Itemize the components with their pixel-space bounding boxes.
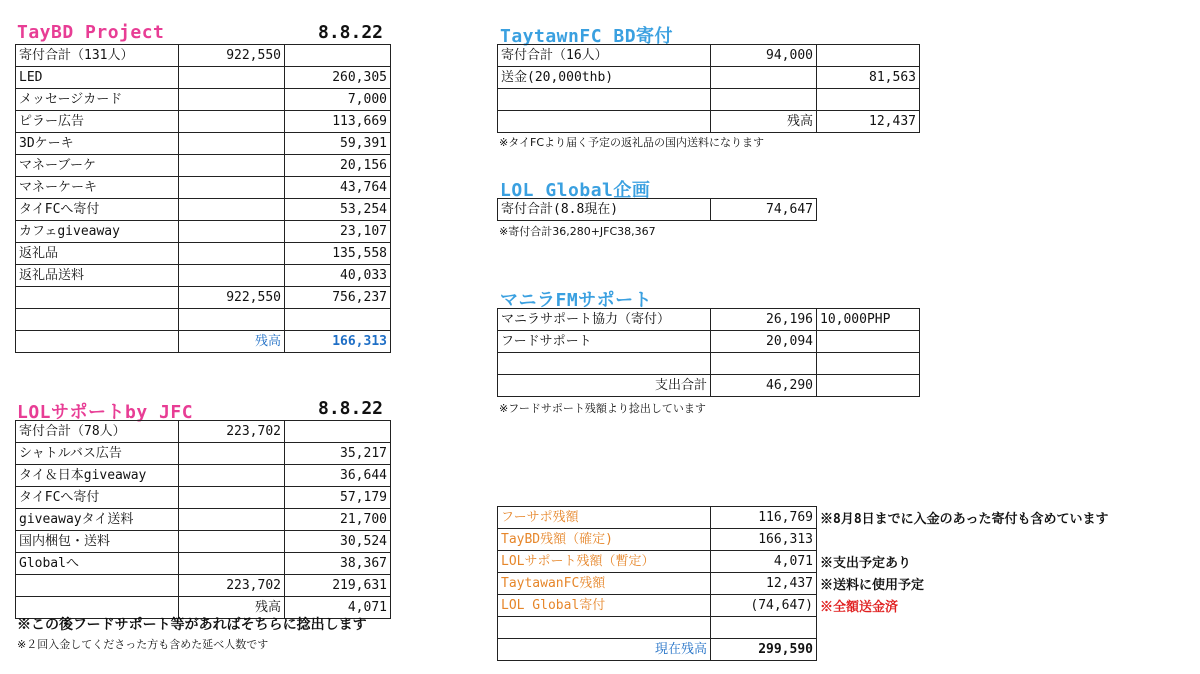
expense-cell: 23,107 <box>285 221 391 243</box>
row-label <box>16 287 179 309</box>
table-row <box>16 243 391 265</box>
summary-label: LOL Global寄付 <box>498 595 711 617</box>
summary-table <box>497 506 817 661</box>
summary-note: ※8月8日までに入金のあった寄付も含めています <box>820 512 1109 527</box>
expense-cell: 35,217 <box>285 443 391 465</box>
table-row <box>498 309 920 331</box>
summary-label: TaytawanFC残額 <box>498 573 711 595</box>
income-cell: 922,550 <box>179 287 285 309</box>
table-row <box>16 265 391 287</box>
table-row <box>498 331 920 353</box>
lol-date: 8.8.22 <box>318 398 384 419</box>
income-cell <box>179 265 285 287</box>
balance-label: 残高 <box>179 597 285 619</box>
income-cell <box>711 67 817 89</box>
taytawn-note: ※タイFCより届く予定の返礼品の国内送料になります <box>499 136 765 149</box>
table-row <box>498 617 817 639</box>
table-row <box>16 89 391 111</box>
extra-cell <box>817 353 920 375</box>
table-row <box>498 375 920 397</box>
row-label <box>16 309 179 331</box>
row-label: 返礼品 <box>16 243 179 265</box>
expense-cell: 38,367 <box>285 553 391 575</box>
summary-value: (74,647) <box>711 595 817 617</box>
expense-cell: 21,700 <box>285 509 391 531</box>
income-cell: 223,702 <box>179 575 285 597</box>
table-row <box>16 443 391 465</box>
table-row <box>16 133 391 155</box>
expense-cell: 57,179 <box>285 487 391 509</box>
row-label: 寄付合計（131人） <box>16 45 179 67</box>
row-label: メッセージカード <box>16 89 179 111</box>
table-row <box>16 331 391 353</box>
table-row <box>16 111 391 133</box>
value-cell: 20,094 <box>711 331 817 353</box>
row-label: 国内梱包・送料 <box>16 531 179 553</box>
total-label: 支出合計 <box>498 375 711 397</box>
table-row <box>16 221 391 243</box>
balance-value: 166,313 <box>285 331 391 353</box>
summary-label: フーサポ残額 <box>498 507 711 529</box>
row-label: マネーブーケ <box>16 155 179 177</box>
row-label: マニラサポート協力（寄付） <box>498 309 711 331</box>
summary-note: ※全額送金済 <box>820 600 899 615</box>
table-row <box>16 421 391 443</box>
table-row <box>16 487 391 509</box>
income-cell <box>179 309 285 331</box>
income-cell: 223,702 <box>179 421 285 443</box>
expense-cell: 219,631 <box>285 575 391 597</box>
value-cell <box>711 353 817 375</box>
income-cell: 94,000 <box>711 45 817 67</box>
income-cell <box>711 89 817 111</box>
manila-note: ※フードサポート残額より捻出しています <box>499 402 706 415</box>
expense-cell <box>285 421 391 443</box>
value-cell: 46,290 <box>711 375 817 397</box>
table-row <box>16 67 391 89</box>
income-cell <box>179 155 285 177</box>
taytawn-title: TaytawnFC BD寄付 <box>500 26 674 47</box>
income-cell <box>179 111 285 133</box>
expense-cell: 40,033 <box>285 265 391 287</box>
table-row <box>498 551 817 573</box>
table-row <box>16 465 391 487</box>
extra-cell <box>817 331 920 353</box>
row-label <box>16 331 179 353</box>
row-label: 寄付合計（16人） <box>498 45 711 67</box>
table-row <box>16 45 391 67</box>
row-label: giveawayタイ送料 <box>16 509 179 531</box>
table-row <box>16 155 391 177</box>
global-title: LOL Global企画 <box>500 180 651 201</box>
income-cell <box>179 531 285 553</box>
table-row <box>16 199 391 221</box>
expense-cell: 30,524 <box>285 531 391 553</box>
row-label: フードサポート <box>498 331 711 353</box>
table-row <box>16 509 391 531</box>
current-balance-value: 299,590 <box>711 639 817 661</box>
row-label: タイFCへ寄付 <box>16 487 179 509</box>
expense-cell: 43,764 <box>285 177 391 199</box>
income-cell <box>179 553 285 575</box>
row-label: ピラー広告 <box>16 111 179 133</box>
table-row <box>16 287 391 309</box>
summary-value: 116,769 <box>711 507 817 529</box>
expense-cell: 59,391 <box>285 133 391 155</box>
lol-title: LOLサポートby JFC <box>17 402 194 423</box>
table-row <box>498 529 817 551</box>
table-row <box>498 67 920 89</box>
summary-value: 4,071 <box>711 551 817 573</box>
table-row <box>498 353 920 375</box>
table-row <box>498 45 920 67</box>
extra-cell <box>817 375 920 397</box>
summary-value: 12,437 <box>711 573 817 595</box>
income-cell <box>179 509 285 531</box>
table-row <box>16 553 391 575</box>
row-label: カフェgiveaway <box>16 221 179 243</box>
taytawn-table <box>497 44 920 133</box>
total-row <box>498 639 817 661</box>
lol-note-small: ※２回入金してくださった方も含めた延べ人数です <box>17 638 269 651</box>
manila-table <box>497 308 920 397</box>
row-label <box>16 575 179 597</box>
summary-note: ※送料に使用予定 <box>820 578 925 593</box>
table-row <box>498 507 817 529</box>
income-cell: 922,550 <box>179 45 285 67</box>
global-row-value: 74,647 <box>711 199 817 221</box>
table-row <box>16 531 391 553</box>
current-balance-label: 現在残高 <box>498 639 711 661</box>
expense-cell: 36,644 <box>285 465 391 487</box>
row-label: マネーケーキ <box>16 177 179 199</box>
row-label: 寄付合計（78人） <box>16 421 179 443</box>
expense-cell: 260,305 <box>285 67 391 89</box>
income-cell <box>179 465 285 487</box>
balance-label: 残高 <box>179 331 285 353</box>
summary-label: LOLサポート残額（暫定） <box>498 551 711 573</box>
summary-value: 166,313 <box>711 529 817 551</box>
expense-cell: 135,558 <box>285 243 391 265</box>
summary-label: TayBD残額（確定) <box>498 529 711 551</box>
income-cell <box>179 199 285 221</box>
income-cell <box>179 221 285 243</box>
table-row <box>498 111 920 133</box>
summary-value <box>711 617 817 639</box>
row-label: Globalへ <box>16 553 179 575</box>
expense-cell: 81,563 <box>817 67 920 89</box>
manila-title: マニラFMサポート <box>500 290 653 311</box>
global-table <box>497 198 817 221</box>
taybd-date: 8.8.22 <box>318 22 384 43</box>
expense-cell <box>285 45 391 67</box>
row-label: タイFCへ寄付 <box>16 199 179 221</box>
expense-cell <box>285 309 391 331</box>
income-cell <box>179 487 285 509</box>
table-row <box>498 595 817 617</box>
income-cell <box>179 89 285 111</box>
expense-cell: 756,237 <box>285 287 391 309</box>
row-label: 3Dケーキ <box>16 133 179 155</box>
row-label: 送金(20,000thb) <box>498 67 711 89</box>
taybd-title: TayBD Project <box>17 22 165 43</box>
table-row <box>16 575 391 597</box>
table-row <box>16 177 391 199</box>
summary-note: ※支出予定あり <box>820 556 912 571</box>
expense-cell: 113,669 <box>285 111 391 133</box>
row-label: LED <box>16 67 179 89</box>
income-cell <box>179 67 285 89</box>
row-label: 返礼品送料 <box>16 265 179 287</box>
table-row <box>498 573 817 595</box>
expense-cell: 7,000 <box>285 89 391 111</box>
expense-cell: 53,254 <box>285 199 391 221</box>
row-label: タイ＆日本giveaway <box>16 465 179 487</box>
income-cell <box>179 177 285 199</box>
balance-label: 残高 <box>711 111 817 133</box>
table-row <box>16 309 391 331</box>
income-cell <box>179 133 285 155</box>
global-row-label: 寄付合計(8.8現在) <box>498 199 711 221</box>
row-label <box>498 111 711 133</box>
row-label <box>498 89 711 111</box>
global-note: ※寄付合計36,280+JFC38,367 <box>499 225 656 238</box>
balance-value: 12,437 <box>817 111 920 133</box>
expense-cell <box>817 45 920 67</box>
extra-cell: 10,000PHP <box>817 309 920 331</box>
lol-table <box>15 420 391 619</box>
row-label <box>498 353 711 375</box>
table-row <box>498 199 817 221</box>
table-row <box>498 89 920 111</box>
lol-note-big: ※この後フードサポート等があればそちらに捻出します <box>17 617 367 633</box>
expense-cell: 20,156 <box>285 155 391 177</box>
taybd-table <box>15 44 391 353</box>
row-label: シャトルバス広告 <box>16 443 179 465</box>
summary-label <box>498 617 711 639</box>
balance-value: 4,071 <box>285 597 391 619</box>
income-cell <box>179 443 285 465</box>
income-cell <box>179 243 285 265</box>
expense-cell <box>817 89 920 111</box>
value-cell: 26,196 <box>711 309 817 331</box>
